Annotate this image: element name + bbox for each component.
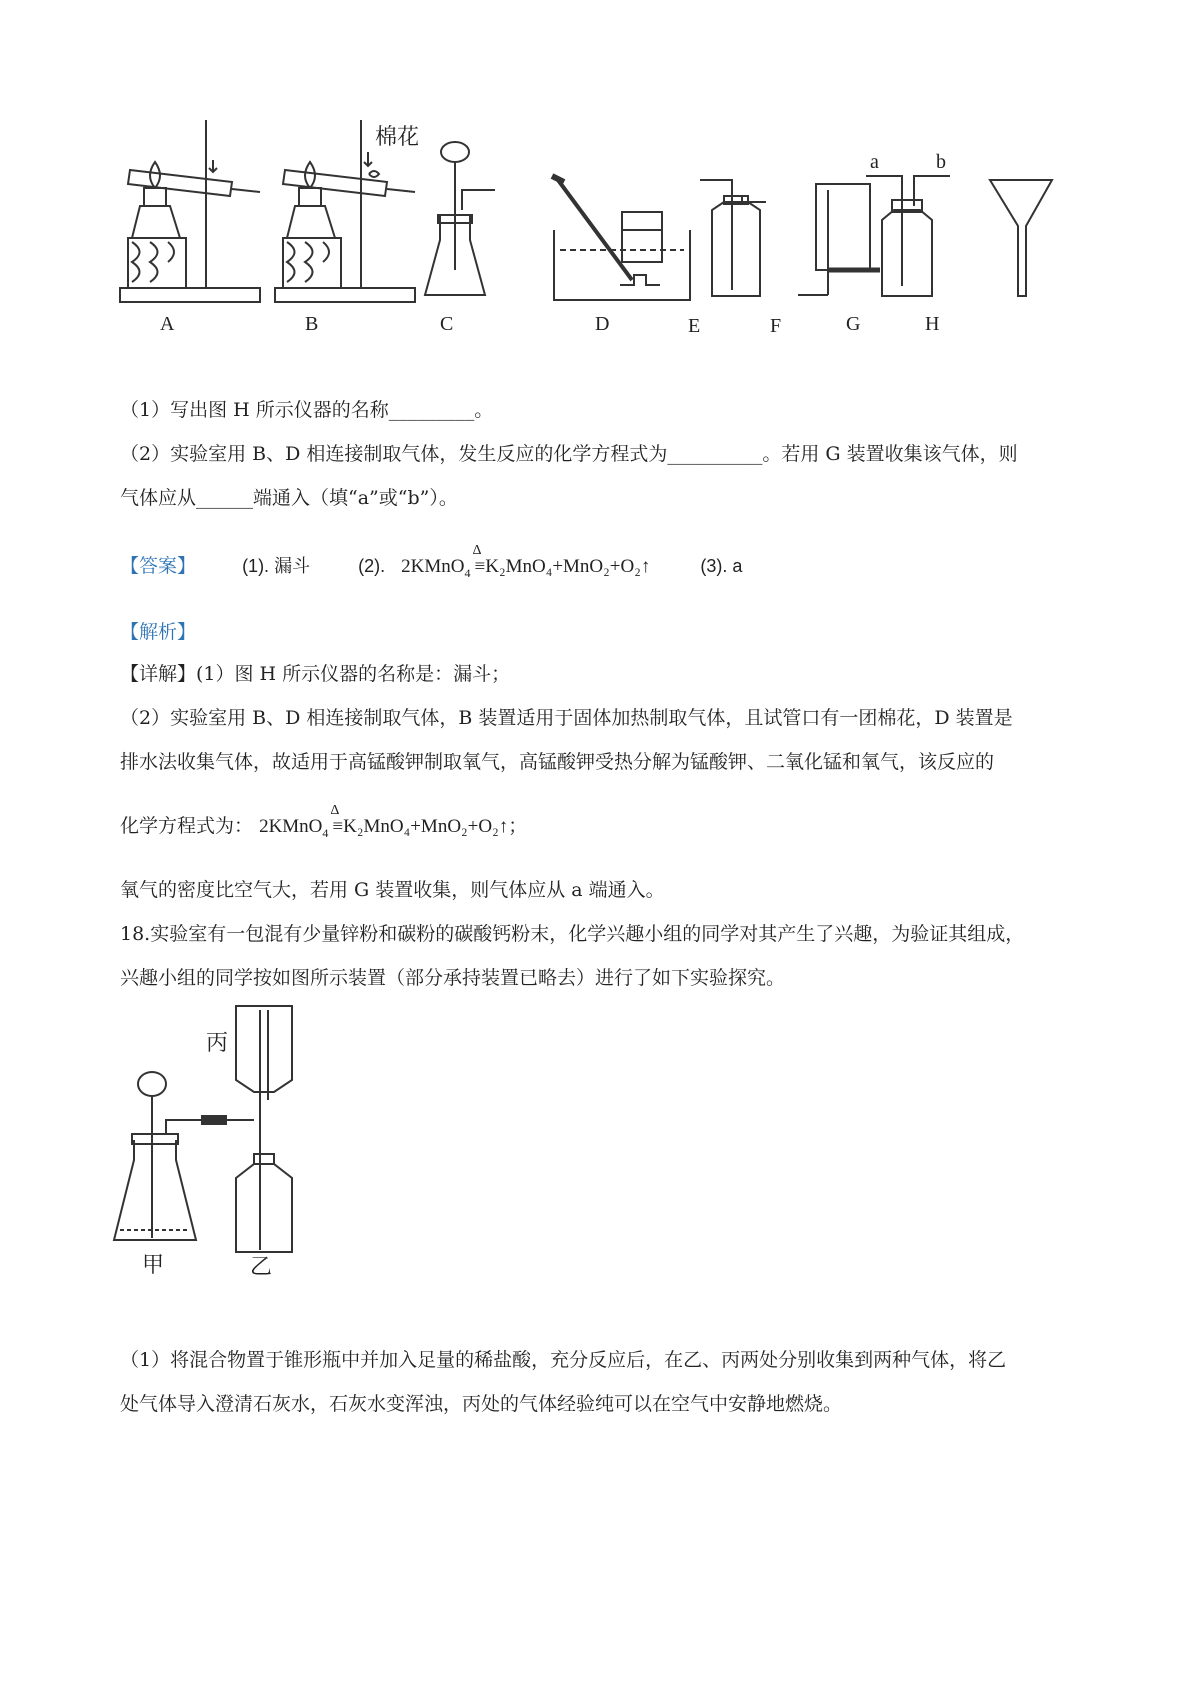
apparatus-e [700, 180, 766, 296]
eq-products: K₂MnO₄+MnO₂+O₂↑ [485, 556, 651, 577]
q18-part1-line1: （1）将混合物置于锥形瓶中并加入足量的稀盐酸，充分反应后，在乙、丙两处分别收集到两种气体，将乙 [120, 1349, 1007, 1371]
label-h: H [925, 313, 940, 335]
label-g: G [846, 313, 861, 335]
label-jia: 甲 [142, 1253, 165, 1278]
apparatus-a [120, 120, 260, 302]
answer-part1: (1). 漏斗 [242, 556, 311, 576]
q18-part1-line2: 处气体导入澄清石灰水，石灰水变浑浊，丙处的气体经验纯可以在空气中安静地燃烧。 [120, 1393, 843, 1415]
label-b: B [305, 313, 319, 335]
answer-part2-label: (2). [358, 556, 386, 576]
apparatus-figure [110, 110, 1090, 360]
eq-reactant: 2KMnO [401, 556, 465, 577]
q17-part1: （1）写出图 H 所示仪器的名称_________。 [120, 399, 494, 421]
answer-part3: (3). a [700, 556, 743, 576]
label-e: E [688, 315, 701, 337]
label-f: F [770, 315, 782, 337]
apparatus-f [798, 184, 880, 295]
analysis-detail-5: 氧气的密度比空气大，若用 G 装置收集，则气体应从 a 端通入。 [120, 879, 665, 901]
q17-part2-line1: （2）实验室用 B、D 相连接制取气体，发生反应的化学方程式为__________。若用 G 装置收集该气体，则 [120, 443, 1018, 465]
apparatus-h-funnel [990, 180, 1052, 296]
label-port-b: b [936, 151, 946, 173]
apparatus-c [425, 142, 495, 295]
label-yi: 乙 [250, 1255, 273, 1280]
eq-delta: Δ [472, 543, 482, 558]
analysis-detail-3: 排水法收集气体，故适用于高锰酸钾制取氧气，高锰酸钾受热分解为锰酸钾、二氧化锰和氧气，该反应的 [120, 751, 995, 773]
analysis-detail-4: 化学方程式为： 2KMnO$_4$ Δ ≡K₂MnO₄+MnO₂+O₂↑； [120, 812, 527, 847]
analysis-tag: 【解析】 [120, 621, 197, 643]
q17-part2-line2: 气体应从______端通入（填“a”或“b”）。 [120, 487, 458, 509]
label-cotton: 棉花 [375, 125, 420, 150]
q18-line2: 兴趣小组的同学按如图所示装置（部分承持装置已略去）进行了如下实验探究。 [120, 967, 786, 989]
label-c: C [440, 313, 454, 335]
label-d: D [595, 313, 610, 335]
label-port-a: a [870, 151, 879, 173]
analysis-detail-1: 【详解】(1）图 H 所示仪器的名称是：漏斗； [120, 663, 511, 685]
answer-line [120, 543, 743, 587]
analysis-eq-prefix: 化学方程式为： [120, 815, 254, 837]
q18-apparatus-figure [110, 1000, 350, 1290]
q18-line1: 18.实验室有一包混有少量锌粉和碳粉的碳酸钙粉末，化学兴趣小组的同学对其产生了兴趣，为验证其组成， [120, 923, 1025, 945]
label-a: A [160, 313, 175, 335]
label-bing: 丙 [206, 1031, 229, 1056]
analysis-detail-2: （2）实验室用 B、D 相连接制取气体，B 装置适用于固体加热制取气体，且试管口有一团棉花，D 装置是 [120, 707, 1013, 729]
apparatus-d [552, 176, 690, 300]
analysis-equation: 2KMnO$_4$ Δ ≡K₂MnO₄+MnO₂+O₂↑ [259, 803, 509, 840]
answer-equation: 2KMnO$_4$ Δ ≡K₂MnO₄+MnO₂+O₂↑ [401, 553, 650, 587]
apparatus-g [866, 176, 950, 296]
answer-tag: 【答案】 [120, 555, 197, 577]
